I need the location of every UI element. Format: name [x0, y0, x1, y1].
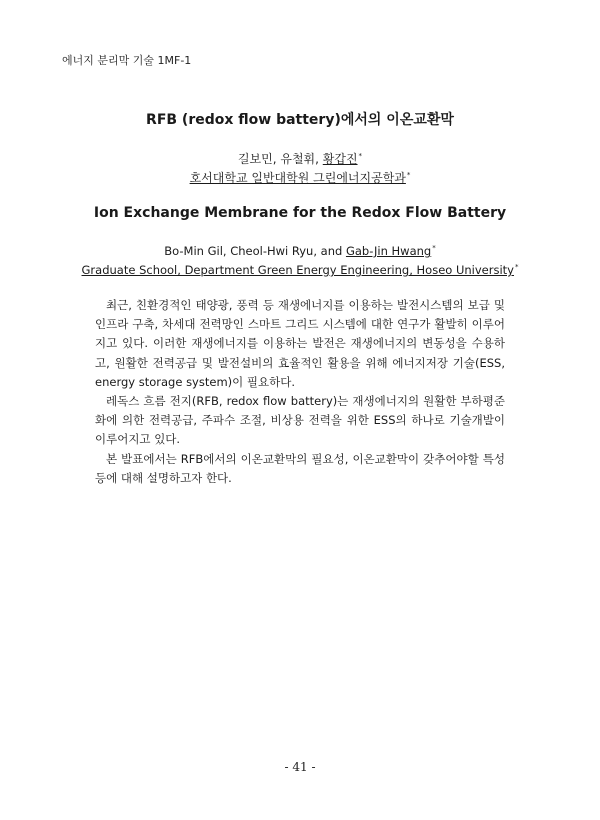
corresponding-mark: *	[358, 152, 363, 160]
corresponding-mark-english: *	[432, 244, 436, 252]
title-korean: RFB (redox flow battery)에서의 이온교환막	[146, 112, 454, 128]
affiliation-mark-english: *	[514, 263, 519, 271]
authors-english	[0, 244, 600, 258]
affiliation-korean-text: 호서대학교 일반대학원 그린에너지공학과	[189, 171, 406, 185]
running-head: 에너지 분리막 기술 1MF-1	[62, 54, 192, 67]
corresponding-author-english: Gab-Jin Hwang	[345, 244, 432, 258]
affiliation-korean	[0, 169, 600, 186]
title-english: Ion Exchange Membrane for the Redox Flow Battery	[93, 205, 507, 221]
abstract-paragraph-1: 최근, 친환경적인 태양광, 풍력 등 재생에너지를 이용하는 발전시스템의 보급 및 인프라 구축, 차세대 전력망인 스마트 그리드 시스템에 대한 연구가 활발히 이루어지고 있다. 이러한 재생에너지를 이용하는 발전은 재생에너지의 변동성을 수용하고, 원활한 전력공급 및 발전설비의 효율적인 활용을 위해 에너지저장 기술(ESS, energy storage system)이 필요하다.	[95, 298, 505, 389]
affiliation-english	[0, 263, 600, 277]
affiliation-mark: *	[406, 171, 411, 179]
abstract-paragraph-2: 레독스 흐름 전지(RFB, redox flow battery)는 재생에너지의 원활한 부하평준화에 의한 전력공급, 주파수 조절, 비상용 전력을 위한 ESS의 하나로 기술개발이 이루어지고 있다.	[95, 394, 505, 447]
authors-korean	[0, 150, 600, 167]
page-number: - 41 -	[284, 760, 316, 774]
abstract-paragraph-3: 본 발표에서는 RFB에서의 이온교환막의 필요성, 이온교환막이 갖추어야할 특성 등에 대해 설명하고자 한다.	[95, 451, 505, 485]
abstract-body	[95, 296, 505, 488]
affiliation-english-text: Graduate School, Department Green Energy Engineering, Hoseo University	[81, 263, 514, 277]
corresponding-author-korean: 황갑진	[322, 152, 358, 166]
authors-english-list: Bo-Min Gil, Cheol-Hwi Ryu, and	[164, 244, 346, 258]
authors-korean-list: 길보민, 유철휘,	[237, 152, 323, 166]
